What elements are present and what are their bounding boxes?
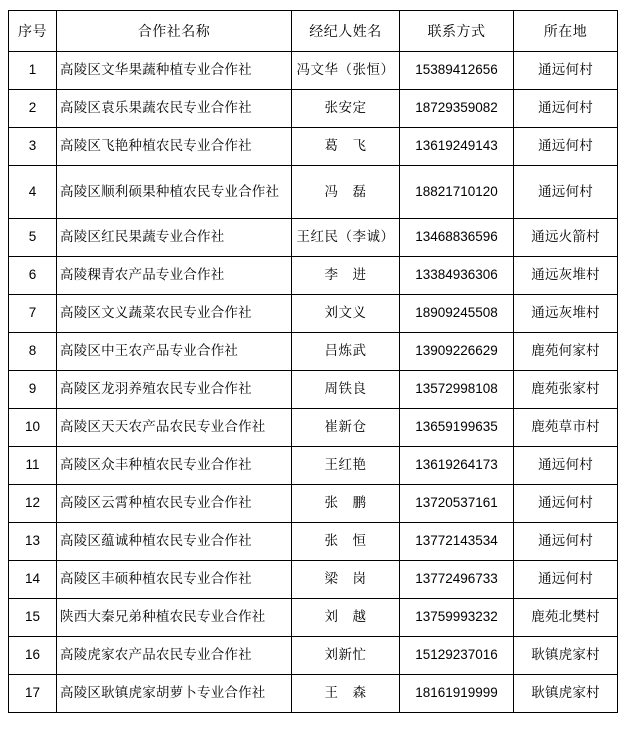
cell-seq: 13 xyxy=(9,523,57,561)
cell-seq: 1 xyxy=(9,52,57,90)
cell-name: 高陵虎家农产品农民专业合作社 xyxy=(57,637,292,675)
cell-phone: 18161919999 xyxy=(400,675,514,713)
cell-seq: 17 xyxy=(9,675,57,713)
cell-broker: 冯文华（张恒） xyxy=(292,52,400,90)
table-row xyxy=(9,599,618,637)
table-row xyxy=(9,90,618,128)
cell-location: 鹿苑草市村 xyxy=(514,409,618,447)
cell-broker: 葛 飞 xyxy=(292,128,400,166)
cell-location: 耿镇虎家村 xyxy=(514,675,618,713)
cell-name: 高陵区文义蔬菜农民专业合作社 xyxy=(57,295,292,333)
cell-name: 高陵区飞艳种植农民专业合作社 xyxy=(57,128,292,166)
cell-location: 鹿苑何家村 xyxy=(514,333,618,371)
cell-phone: 18821710120 xyxy=(400,166,514,219)
cell-seq: 12 xyxy=(9,485,57,523)
table-row xyxy=(9,637,618,675)
table-row xyxy=(9,333,618,371)
table-row xyxy=(9,128,618,166)
cell-location: 通远何村 xyxy=(514,485,618,523)
cell-broker: 冯 磊 xyxy=(292,166,400,219)
cell-location: 通远何村 xyxy=(514,447,618,485)
cell-phone: 13468836596 xyxy=(400,219,514,257)
cell-seq: 7 xyxy=(9,295,57,333)
cell-broker: 张 恒 xyxy=(292,523,400,561)
cell-location: 通远何村 xyxy=(514,523,618,561)
cell-broker: 张安定 xyxy=(292,90,400,128)
cell-seq: 16 xyxy=(9,637,57,675)
cell-broker: 王红民（李诚） xyxy=(292,219,400,257)
cell-location: 通远何村 xyxy=(514,561,618,599)
cell-broker: 刘 越 xyxy=(292,599,400,637)
table-row xyxy=(9,409,618,447)
cell-seq: 14 xyxy=(9,561,57,599)
table-header-row xyxy=(9,11,618,52)
cell-seq: 4 xyxy=(9,166,57,219)
cell-name: 高陵区顺利硕果种植农民专业合作社 xyxy=(57,166,292,219)
table-row xyxy=(9,561,618,599)
cell-broker: 王 森 xyxy=(292,675,400,713)
cell-phone: 13572998108 xyxy=(400,371,514,409)
table-row xyxy=(9,523,618,561)
cell-location: 通远何村 xyxy=(514,166,618,219)
cell-location: 耿镇虎家村 xyxy=(514,637,618,675)
cell-seq: 11 xyxy=(9,447,57,485)
cell-broker: 崔新仓 xyxy=(292,409,400,447)
cell-seq: 8 xyxy=(9,333,57,371)
cell-phone: 13772496733 xyxy=(400,561,514,599)
cell-location: 通远何村 xyxy=(514,128,618,166)
table-header xyxy=(9,11,618,52)
cell-broker: 王红艳 xyxy=(292,447,400,485)
cell-broker: 刘新忙 xyxy=(292,637,400,675)
cell-name: 高陵区蕴诚种植农民专业合作社 xyxy=(57,523,292,561)
cell-phone: 13619264173 xyxy=(400,447,514,485)
cell-broker: 周铁良 xyxy=(292,371,400,409)
table-row xyxy=(9,675,618,713)
cell-location: 通远火箭村 xyxy=(514,219,618,257)
cell-phone: 13909226629 xyxy=(400,333,514,371)
cell-phone: 13659199635 xyxy=(400,409,514,447)
cell-seq: 6 xyxy=(9,257,57,295)
cell-name: 高陵区龙羽养殖农民专业合作社 xyxy=(57,371,292,409)
cell-seq: 9 xyxy=(9,371,57,409)
cell-phone: 15389412656 xyxy=(400,52,514,90)
cell-name: 高陵区袁乐果蔬农民专业合作社 xyxy=(57,90,292,128)
column-header-phone: 联系方式 xyxy=(400,11,514,52)
cell-name: 高陵稞青农产品专业合作社 xyxy=(57,257,292,295)
table-row xyxy=(9,166,618,219)
cell-broker: 吕炼武 xyxy=(292,333,400,371)
cell-name: 高陵区文华果蔬种植专业合作社 xyxy=(57,52,292,90)
cell-seq: 5 xyxy=(9,219,57,257)
cell-name: 高陵区中王农产品专业合作社 xyxy=(57,333,292,371)
cell-location: 鹿苑张家村 xyxy=(514,371,618,409)
column-header-seq: 序号 xyxy=(9,11,57,52)
cell-phone: 15129237016 xyxy=(400,637,514,675)
table-row xyxy=(9,447,618,485)
cell-location: 通远灰堆村 xyxy=(514,257,618,295)
cell-name: 高陵区红民果蔬专业合作社 xyxy=(57,219,292,257)
table-row xyxy=(9,257,618,295)
cell-location: 通远何村 xyxy=(514,52,618,90)
cell-seq: 3 xyxy=(9,128,57,166)
cell-name: 高陵区耿镇虎家胡萝卜专业合作社 xyxy=(57,675,292,713)
cell-phone: 13720537161 xyxy=(400,485,514,523)
column-header-location: 所在地 xyxy=(514,11,618,52)
cell-broker: 张 鹏 xyxy=(292,485,400,523)
cell-seq: 15 xyxy=(9,599,57,637)
cell-name: 陕西大秦兄弟种植农民专业合作社 xyxy=(57,599,292,637)
table-body xyxy=(9,52,618,713)
cell-phone: 18909245508 xyxy=(400,295,514,333)
table-row xyxy=(9,485,618,523)
cell-seq: 10 xyxy=(9,409,57,447)
table-row xyxy=(9,219,618,257)
cell-phone: 13384936306 xyxy=(400,257,514,295)
cell-broker: 梁 岗 xyxy=(292,561,400,599)
table-row xyxy=(9,371,618,409)
cell-broker: 刘文义 xyxy=(292,295,400,333)
cell-location: 鹿苑北樊村 xyxy=(514,599,618,637)
cell-seq: 2 xyxy=(9,90,57,128)
cell-phone: 18729359082 xyxy=(400,90,514,128)
cell-phone: 13772143534 xyxy=(400,523,514,561)
cell-broker: 李 进 xyxy=(292,257,400,295)
column-header-name: 合作社名称 xyxy=(57,11,292,52)
table-row xyxy=(9,295,618,333)
cell-name: 高陵区丰硕种植农民专业合作社 xyxy=(57,561,292,599)
table-row xyxy=(9,52,618,90)
cooperatives-table xyxy=(8,10,618,713)
cell-phone: 13619249143 xyxy=(400,128,514,166)
cell-location: 通远何村 xyxy=(514,90,618,128)
cell-location: 通远灰堆村 xyxy=(514,295,618,333)
cell-name: 高陵区众丰种植农民专业合作社 xyxy=(57,447,292,485)
cell-phone: 13759993232 xyxy=(400,599,514,637)
cell-name: 高陵区云霄种植农民专业合作社 xyxy=(57,485,292,523)
column-header-broker: 经纪人姓名 xyxy=(292,11,400,52)
cell-name: 高陵区天天农产品农民专业合作社 xyxy=(57,409,292,447)
